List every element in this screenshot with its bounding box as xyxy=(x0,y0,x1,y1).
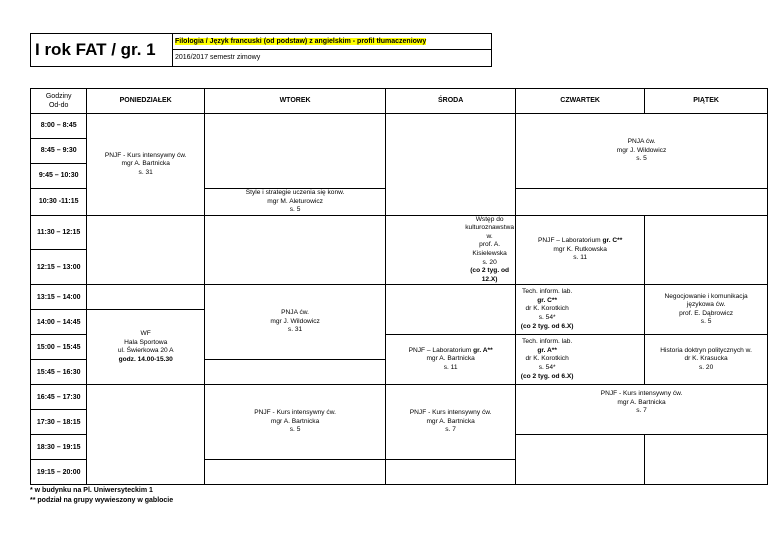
time-slot: 19:15 – 20:00 xyxy=(31,460,87,485)
time-slot: 17:30 – 18:15 xyxy=(31,410,87,435)
empty-cell xyxy=(87,215,205,285)
time-slot: 15:45 – 16:30 xyxy=(31,360,87,385)
time-slot: 18:30 – 19:15 xyxy=(31,435,87,460)
empty-cell xyxy=(516,435,645,485)
class-thu-lab-c: PNJF – Laboratorium gr. C** mgr K. Rutkowska s. 11 xyxy=(516,215,645,285)
class-thu-pnja: PNJA ćw. mgr J. Wildowicz s. 5 xyxy=(516,114,768,189)
class-wed-lab-a: PNJF – Laboratorium gr. A** mgr A. Bartnicka s. 11 xyxy=(386,335,516,385)
subject-label: Filologia / Język francuski (od podstaw) z angielskim - profil tłumaczeniowy xyxy=(175,37,427,45)
class-mon-wf: WF Hala Sportowa ul. Świerkowa 20 A godz. 14.00-15.30 xyxy=(87,310,205,385)
time-slot: 16:45 – 17:30 xyxy=(31,385,87,410)
class-fri-historia: Historia doktryn politycznych w. dr K. Krasucka s. 20 xyxy=(645,335,768,385)
class-tue-style: Style i strategie uczenia się konw. mgr M. Aleturowicz s. 5 xyxy=(204,189,385,216)
footnote-2: ** podział na grupy wywieszony w gablocie xyxy=(30,497,174,504)
empty-cell xyxy=(204,215,385,285)
empty-cell xyxy=(516,189,768,216)
hours-header: Godziny Od-do xyxy=(31,89,87,114)
empty-cell xyxy=(645,215,768,285)
time-slot: 8:00 – 8:45 xyxy=(31,114,87,139)
time-slot: 13:15 – 14:00 xyxy=(31,285,87,310)
empty-cell xyxy=(386,460,516,485)
empty-cell xyxy=(645,435,768,485)
empty-cell xyxy=(204,460,385,485)
empty-cell xyxy=(386,285,516,335)
class-mon-pnjf: PNJF - Kurs intensywny ćw. mgr A. Bartnicka s. 31 xyxy=(87,114,205,216)
time-slot: 12:15 – 13:00 xyxy=(31,250,87,285)
class-wed-wstep: Wstęp do kulturoznawstwa w. prof. A. Kisielewska s. 20 (co 2 tyg. od 12.X) xyxy=(386,215,516,285)
day-header-thursday: CZWARTEK xyxy=(516,89,645,114)
empty-cell xyxy=(87,285,205,310)
time-slot: 8:45 – 9:30 xyxy=(31,139,87,164)
semester-label: 2016/2017 semestr zimowy xyxy=(173,49,492,66)
class-thu-tech-c: Tech. inform. lab. gr. C** dr K. Korotkich s. 54* (co 2 tyg. od 6.X) xyxy=(516,285,645,335)
time-slot: 10:30 -11:15 xyxy=(31,189,87,216)
footnote-1: * w budynku na Pl. Uniwersyteckim 1 xyxy=(30,487,153,494)
time-slot: 14:00 – 14:45 xyxy=(31,310,87,335)
header-row xyxy=(31,89,768,114)
class-fri-negocjowanie: Negocjowanie i komunikacja językowa ćw. prof. E. Dąbrowicz s. 5 xyxy=(645,285,768,335)
subject-cell xyxy=(173,34,492,50)
page-title: I rok FAT / gr. 1 xyxy=(31,34,173,67)
class-thu-pnjf: PNJF - Kurs intensywny ćw. mgr A. Bartnicka s. 7 xyxy=(516,385,768,435)
day-header-friday: PIĄTEK xyxy=(645,89,768,114)
day-header-monday: PONIEDZIAŁEK xyxy=(87,89,205,114)
class-thu-tech-a: Tech. inform. lab. gr. A** dr K. Korotkich s. 54* (co 2 tyg. od 6.X) xyxy=(516,335,645,385)
empty-cell xyxy=(386,114,516,216)
class-wed-pnjf: PNJF - Kurs intensywny ćw. mgr A. Bartnicka s. 7 xyxy=(386,385,516,460)
time-slot: 11:30 – 12:15 xyxy=(31,215,87,250)
day-header-wednesday: ŚRODA xyxy=(386,89,516,114)
class-tue-pnjf: PNJF - Kurs intensywny ćw. mgr A. Bartnicka s. 5 xyxy=(204,385,385,460)
time-slot: 9:45 – 10:30 xyxy=(31,164,87,189)
schedule-table xyxy=(30,88,768,485)
day-header-tuesday: WTOREK xyxy=(204,89,385,114)
empty-cell xyxy=(87,385,205,485)
header-table xyxy=(30,33,492,67)
empty-cell xyxy=(204,114,385,189)
empty-cell xyxy=(204,360,385,385)
time-slot: 15:00 – 15:45 xyxy=(31,335,87,360)
class-tue-pnja: PNJA ćw. mgr J. Wildowicz s. 31 xyxy=(204,285,385,360)
